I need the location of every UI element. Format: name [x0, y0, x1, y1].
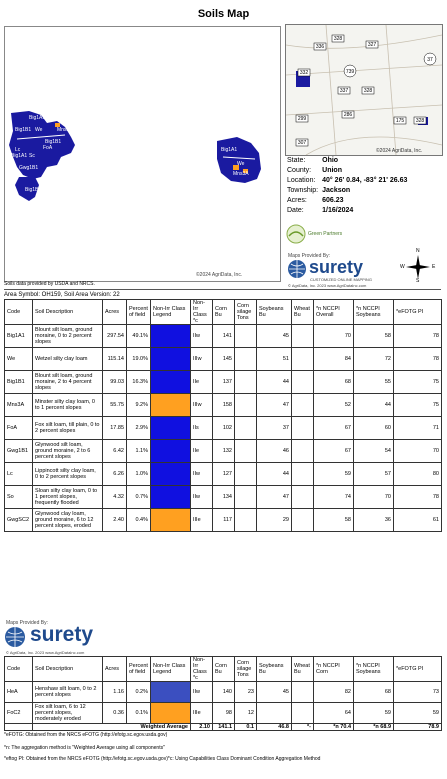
wheat-bu [292, 348, 314, 371]
map-label: Big1A1 [221, 147, 238, 153]
table-row [5, 440, 442, 463]
surety-globe-icon [4, 626, 30, 648]
class-legend-swatch [151, 509, 191, 532]
location-map[interactable] [285, 24, 443, 156]
column-header: Non-Irr Class Legend [151, 300, 191, 325]
column-header: Soil Description [33, 300, 103, 325]
nccpi-soybeans: 68 [354, 682, 394, 703]
soil-description: Glynwood clay loam, ground moraine, 6 to 12 percent slopes, eroded [33, 509, 103, 532]
column-header: Soybeans Bu [257, 657, 292, 682]
weighted-efotg: 78.9 [394, 724, 442, 731]
soil-code: GwgSC2 [5, 509, 33, 532]
soybeans-bu: 37 [257, 417, 292, 440]
corn-silage [235, 417, 257, 440]
map-label: Mns3A [233, 171, 249, 177]
column-header: Soil Description [33, 657, 103, 682]
weighted-soybeans: 46.8 [257, 724, 292, 731]
date-label: Date: [287, 207, 304, 214]
corn-silage [235, 486, 257, 509]
corn-bu: 132 [213, 440, 235, 463]
map-label: Big1A1 [29, 115, 46, 121]
wheat-bu [292, 440, 314, 463]
maps-provided-by: Maps Provided By: [288, 253, 330, 259]
table-row [5, 371, 442, 394]
soil-acres: 6.42 [103, 440, 127, 463]
soil-table [4, 299, 442, 532]
legend-color [151, 371, 190, 393]
nccpi-overall: 58 [314, 509, 354, 532]
nccpi-overall: 84 [314, 348, 354, 371]
soil-description: Minster silty clay loam, 0 to 1 percent slopes [33, 394, 103, 417]
location-map-graphic [286, 25, 442, 155]
nccpi-overall: 70 [314, 325, 354, 348]
nccpi-soybeans: 36 [354, 509, 394, 532]
data-credit: Soils data provided by USDA and NRCS. [4, 281, 95, 287]
route-label: 328 [415, 118, 425, 124]
non-irr-class: IIIe [191, 703, 213, 724]
empty-cell [5, 724, 33, 731]
table-row [5, 325, 442, 348]
efotg-pi: 75 [394, 371, 442, 394]
corn-silage [235, 509, 257, 532]
area-symbol: Area Symbol: OH159, Soil Area Version: 22 [4, 289, 441, 298]
compass-rose [400, 248, 436, 284]
map-label: We [237, 161, 245, 167]
non-irr-class: IIw [191, 463, 213, 486]
nccpi-soybeans: 54 [354, 440, 394, 463]
efotg-pi: 59 [394, 703, 442, 724]
corn-bu: 145 [213, 348, 235, 371]
corn-bu: 117 [213, 509, 235, 532]
column-header: Code [5, 300, 33, 325]
soybeans-bu: 44 [257, 463, 292, 486]
soybeans-bu: 47 [257, 394, 292, 417]
column-header: Corn Bu [213, 657, 235, 682]
map-label: We [35, 127, 43, 133]
soil-description: Henshaw silt loam, 0 to 2 percent slopes [33, 682, 103, 703]
soil-description: Lippincott silty clay loam, 0 to 2 percent slopes [33, 463, 103, 486]
maps-provided-by-bottom: Maps Provided By: [6, 620, 48, 626]
weighted-corn: 141.1 [213, 724, 235, 731]
soil-table-header [5, 300, 442, 325]
wheat-bu [292, 417, 314, 440]
map-label: Lc [15, 147, 21, 153]
state-label: State: [287, 157, 306, 164]
soil-percent: 19.0% [127, 348, 151, 371]
corn-silage: 23 [235, 682, 257, 703]
soybeans-bu: 46 [257, 440, 292, 463]
soil-code: Mns3A [5, 394, 33, 417]
column-header: *eFOTG PI [394, 657, 442, 682]
corn-silage [235, 371, 257, 394]
county-value: Union [322, 167, 342, 174]
nccpi-soybeans: 57 [354, 463, 394, 486]
soil-description: Fox silt loam, 6 to 12 percent slopes, moderately eroded [33, 703, 103, 724]
nccpi-overall: 68 [314, 371, 354, 394]
soil-table-wrap [4, 299, 441, 532]
class-legend-swatch [151, 486, 191, 509]
surety-credit: © AgriData, Inc. 2023 www.AgriDataInc.com [288, 283, 367, 288]
corn-silage [235, 440, 257, 463]
map-label: Big1A1 [11, 153, 28, 159]
soil-acres: 99.03 [103, 371, 127, 394]
nccpi-soybeans: 72 [354, 348, 394, 371]
soybeans-bu: 45 [257, 325, 292, 348]
corn-bu: 140 [213, 682, 235, 703]
weighted-nccpi: *n 70.4 [314, 724, 354, 731]
wheat-bu [292, 682, 314, 703]
acres-label: Acres: [287, 197, 307, 204]
legend-color [151, 486, 190, 508]
township-value: Jackson [322, 187, 351, 194]
column-header: Corn Bu [213, 300, 235, 325]
soybeans-bu [257, 703, 292, 724]
soil-percent: 0.2% [127, 682, 151, 703]
nccpi-overall: 74 [314, 486, 354, 509]
table-row [5, 417, 442, 440]
county-label: County: [287, 167, 312, 174]
corn-silage [235, 394, 257, 417]
bottom-table-wrap [4, 656, 441, 731]
soil-acres: 55.75 [103, 394, 127, 417]
surety-wordmark: surety [309, 257, 364, 277]
column-header: Percent of field [127, 657, 151, 682]
column-header: Non-Irr Class *c [191, 657, 213, 682]
page-title: Soils Map [197, 8, 250, 20]
nccpi-soybeans: 70 [354, 486, 394, 509]
nccpi-soybeans: 55 [354, 371, 394, 394]
route-label: 739 [345, 69, 355, 75]
column-header: *n NCCPI Soybeans [354, 657, 394, 682]
surety-credit-bottom: © AgriData, Inc. 2023 www.AgriDataInc.com [6, 650, 85, 655]
map-label: Big1B1 [45, 139, 62, 145]
efotg-pi: 78 [394, 325, 442, 348]
legend-color [151, 463, 190, 485]
class-legend-swatch [151, 371, 191, 394]
class-legend-swatch [151, 348, 191, 371]
route-label: 299 [297, 116, 307, 122]
corn-bu: 134 [213, 486, 235, 509]
soil-percent: 0.4% [127, 509, 151, 532]
route-label: 336 [315, 44, 325, 50]
column-header: Wheat Bu [292, 657, 314, 682]
surety-tagline: CUSTOMIZED ONLINE MAPPING [310, 277, 372, 282]
class-legend-swatch [151, 417, 191, 440]
legend-color [151, 325, 190, 347]
wheat-bu [292, 325, 314, 348]
weighted-average-row [5, 724, 442, 731]
column-header: Soybeans Bu [257, 300, 292, 325]
wheat-bu [292, 463, 314, 486]
corn-bu: 98 [213, 703, 235, 724]
efotg-pi: 80 [394, 463, 442, 486]
route-label: 286 [343, 112, 353, 118]
non-irr-class: IIs [191, 417, 213, 440]
soil-percent: 1.1% [127, 440, 151, 463]
soil-acres: 0.36 [103, 703, 127, 724]
map-label: Mns3A [57, 127, 73, 133]
wheat-bu [292, 371, 314, 394]
nccpi-overall: 59 [314, 463, 354, 486]
map-label: FoA [43, 145, 53, 151]
corn-silage: 12 [235, 703, 257, 724]
location-map-copyright: ©2024 AgriData, Inc. [376, 148, 423, 154]
acres-value: 606.23 [322, 197, 344, 204]
weighted-wheat: *- [292, 724, 314, 731]
nccpi-soybeans: 44 [354, 394, 394, 417]
compass-n: N [416, 248, 420, 254]
soybeans-bu: 44 [257, 371, 292, 394]
efotg-pi: 61 [394, 509, 442, 532]
wheat-bu [292, 486, 314, 509]
route-label: 337 [339, 88, 349, 94]
column-header: Percent of field [127, 300, 151, 325]
corn-bu: 102 [213, 417, 235, 440]
efotg-pi: 78 [394, 348, 442, 371]
soil-percent: 16.3% [127, 371, 151, 394]
map-label: Gwg1B1 [19, 165, 39, 171]
soil-description: Glynwood silt loam, ground moraine, 2 to 6 percent slopes [33, 440, 103, 463]
table-row [5, 463, 442, 486]
wheat-bu [292, 394, 314, 417]
wheat-bu [292, 509, 314, 532]
column-header: Non-Irr Class *c [191, 300, 213, 325]
state-value: Ohio [322, 157, 339, 164]
soil-acres: 2.40 [103, 509, 127, 532]
nccpi-overall: 64 [314, 703, 354, 724]
column-header: Wheat Bu [292, 300, 314, 325]
corn-silage [235, 348, 257, 371]
soybeans-bu: 45 [257, 682, 292, 703]
soil-code: Big1B1 [5, 371, 33, 394]
soils-map[interactable] [4, 26, 281, 282]
non-irr-class: IIe [191, 440, 213, 463]
map-label: Big1B1 [25, 187, 42, 193]
column-header: *n NCCPI Corn [314, 657, 354, 682]
route-label: 37 [427, 57, 433, 63]
table-row [5, 509, 442, 532]
surety-logo [287, 259, 387, 279]
soil-acres: 17.85 [103, 417, 127, 440]
legend-color [151, 348, 190, 370]
date-value: 1/16/2024 [322, 207, 354, 214]
soil-code: FoA [5, 417, 33, 440]
route-label: 327 [367, 42, 377, 48]
column-header: *eFOTG PI [394, 300, 442, 325]
column-header: Acres [103, 657, 127, 682]
column-header: Code [5, 657, 33, 682]
weighted-nccpi-soy: *n 68.9 [354, 724, 394, 731]
soil-percent: 9.2% [127, 394, 151, 417]
bottom-table-header [5, 657, 442, 682]
soybeans-bu: 29 [257, 509, 292, 532]
soil-percent: 49.1% [127, 325, 151, 348]
table-row [5, 394, 442, 417]
route-label: 328 [333, 36, 343, 42]
corn-bu: 158 [213, 394, 235, 417]
class-legend-swatch [151, 703, 191, 724]
soil-code: Big1A1 [5, 325, 33, 348]
class-legend-swatch [151, 440, 191, 463]
partner-logo-text: Green Partners [308, 231, 343, 237]
non-irr-class: IIw [191, 325, 213, 348]
efotg-pi: 73 [394, 682, 442, 703]
soil-code: Gwg1B1 [5, 440, 33, 463]
nccpi-soybeans: 60 [354, 417, 394, 440]
route-label: 328 [363, 88, 373, 94]
soil-percent: 0.7% [127, 486, 151, 509]
soil-description: Fox silt loam, till plain, 0 to 2 percent slopes [33, 417, 103, 440]
soil-code: Lc [5, 463, 33, 486]
class-legend-swatch [151, 325, 191, 348]
table-row [5, 703, 442, 724]
soil-acres: 1.16 [103, 682, 127, 703]
nccpi-overall: 82 [314, 682, 354, 703]
soil-code: HeA [5, 682, 33, 703]
wheat-bu [292, 703, 314, 724]
legend-color [151, 394, 190, 416]
non-irr-class: IIw [191, 486, 213, 509]
soil-percent: 2.9% [127, 417, 151, 440]
soil-acres: 4.32 [103, 486, 127, 509]
weighted-average-label: Weighted Average [33, 724, 191, 731]
legend-color [151, 417, 190, 439]
soil-map-copyright: ©2024 AgriData, Inc. [196, 272, 243, 278]
location-label: Location: [287, 177, 316, 184]
map-label: Big1B1 [15, 127, 32, 133]
non-irr-class: IIIw [191, 394, 213, 417]
column-header: *n NCCPI Soybeans [354, 300, 394, 325]
soil-description: Blount silt loam, ground moraine, 2 to 4 percent slopes [33, 371, 103, 394]
soil-code: FoC2 [5, 703, 33, 724]
soil-acres: 115.14 [103, 348, 127, 371]
soil-description: Sloan silty clay loam, 0 to 1 percent slopes, frequently flooded [33, 486, 103, 509]
township-label: Township: [287, 187, 319, 194]
nccpi-soybeans: 58 [354, 325, 394, 348]
column-header: Acres [103, 300, 127, 325]
soybeans-bu: 47 [257, 486, 292, 509]
non-irr-class: IIIe [191, 509, 213, 532]
location-value: 40° 26' 0.84, -83° 21' 26.63 [322, 177, 408, 184]
legend-color [151, 703, 190, 723]
map-label: Sc [29, 153, 35, 159]
corn-bu: 137 [213, 371, 235, 394]
route-label: 175 [395, 118, 405, 124]
corn-bu: 141 [213, 325, 235, 348]
nccpi-overall: 67 [314, 440, 354, 463]
weighted-class: 2.10 [191, 724, 213, 731]
soils-map-graphic [5, 27, 280, 281]
nccpi-soybeans: 59 [354, 703, 394, 724]
nccpi-overall: 67 [314, 417, 354, 440]
efotg-pi: 70 [394, 440, 442, 463]
non-irr-class: IIw [191, 682, 213, 703]
soil-acres: 6.26 [103, 463, 127, 486]
overlap-note: *eFOTG: Obtained from the NRCS eFOTG (http://efotg.sc.egov.usda.gov) [4, 732, 168, 738]
compass-e: E [432, 264, 436, 270]
soil-description: Blount silt loam, ground moraine, 0 to 2 percent slopes [33, 325, 103, 348]
soil-percent: 0.1% [127, 703, 151, 724]
efotg-pi: 71 [394, 417, 442, 440]
footnote-1: *n: The aggregation method is "Weighted Average using all components" [4, 745, 165, 751]
table-row [5, 348, 442, 371]
compass-s: S [416, 278, 420, 284]
soil-acres: 297.54 [103, 325, 127, 348]
efotg-pi: 75 [394, 394, 442, 417]
legend-color [151, 682, 190, 702]
column-header: Corn silage Tons [235, 300, 257, 325]
column-header: Non-Irr Class Legend [151, 657, 191, 682]
compass-w: W [400, 264, 405, 270]
weighted-silage: 0.1 [235, 724, 257, 731]
soil-code: We [5, 348, 33, 371]
legend-color [151, 440, 190, 462]
class-legend-swatch [151, 463, 191, 486]
soybeans-bu: 51 [257, 348, 292, 371]
corn-silage [235, 463, 257, 486]
partner-logo [286, 222, 346, 250]
efotg-pi: 78 [394, 486, 442, 509]
soil-code: So [5, 486, 33, 509]
non-irr-class: IIe [191, 371, 213, 394]
class-legend-swatch [151, 682, 191, 703]
table-row [5, 682, 442, 703]
surety-wordmark-bottom: surety [30, 623, 94, 646]
corn-silage [235, 325, 257, 348]
route-label: 307 [297, 140, 307, 146]
legend-color [151, 509, 190, 531]
route-label: 332 [299, 70, 309, 76]
corn-bu: 127 [213, 463, 235, 486]
nccpi-overall: 52 [314, 394, 354, 417]
soil-description: Wetzel silty clay loam [33, 348, 103, 371]
column-header: *n NCCPI Overall [314, 300, 354, 325]
class-legend-swatch [151, 394, 191, 417]
field-info [287, 156, 411, 216]
soil-percent: 1.0% [127, 463, 151, 486]
table-row [5, 486, 442, 509]
bottom-soil-table [4, 656, 442, 731]
surety-globe-icon [287, 259, 309, 279]
footnote-2: *eftog PI: Obtained from the NRCS eFOTG (http://efotg.sc.egov.usda.gov)*c: Using Capabilities Class Dominant Condition Aggregation Method [4, 756, 321, 762]
non-irr-class: IIIw [191, 348, 213, 371]
column-header: Corn silage Tons [235, 657, 257, 682]
